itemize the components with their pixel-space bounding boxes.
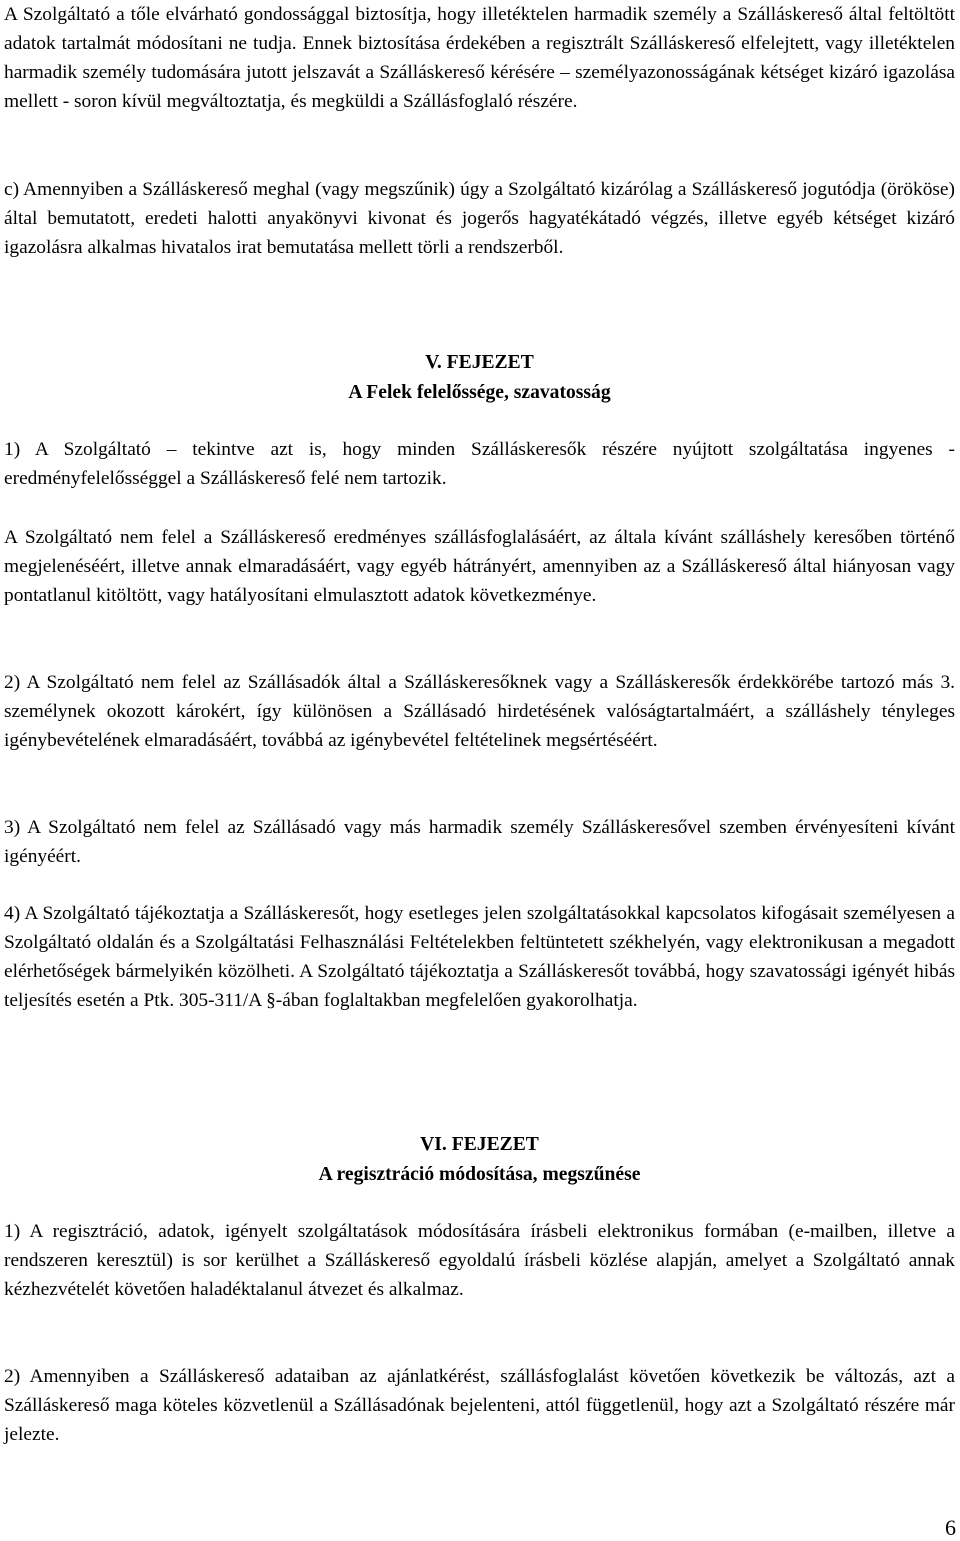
chapter-5-number: V. FEJEZET [425, 352, 534, 373]
chapter-6-title: A regisztráció módosítása, megszűnése [318, 1164, 641, 1185]
chapter-5-title: A Felek felelőssége, szavatosság [348, 382, 611, 403]
chapter-5-paragraph-5: 4) A Szolgáltató tájékoztatja a Szálláskeresőt, hogy esetleges jelen szolgáltatásokkal kapcsolatos kifogásait személyesen a Szolgáltató oldalán és a Szolgáltatási Felhasználási Feltételekben feltüntetett székhelyén, vagy elektronikusan a megadott elérhetőségek bármelyikén közölheti. A Szolgáltató tájékoztatja a Szálláskeresőt továbbá, hogy szavatossági igényét hibás teljesítés esetén a Ptk. 305-311/A §-ában foglaltakban megfelelően gyakorolhatja. [4, 903, 955, 1012]
chapter-5-paragraph-3: 2) A Szolgáltató nem felel az Szállásadók által a Szálláskeresőknek vagy a Szálláskeresők érdekkörébe tartozó más 3. személynek okozott károkért, így különösen a Szállásadó hirdetésének valóságtartalmáért, a szálláshely tényleges igénybevételének elmaradásáért, továbbá az igénybevétel feltételinek megsértéséért. [4, 672, 955, 752]
chapter-6-paragraph-2: 2) Amennyiben a Szálláskereső adataiban az ajánlatkérést, szállásfoglalást követően következik be változás, azt a Szálláskereső maga köteles közvetlenül a Szállásadónak bejelenteni, attól függetlenül, hogy azt a Szolgáltató részére már jelezte. [4, 1366, 955, 1446]
page-number: 6 [945, 1515, 956, 1540]
paragraph-password-protection: A Szolgáltató a tőle elvárható gondossággal biztosítja, hogy illetéktelen harmadik személy a Szálláskereső által feltöltött adatok tartalmát módosítani ne tudja. Ennek biztosítása érdekében a regisztrált Szálláskereső elfelejtett, vagy illetéktelen harmadik személy tudomására jutott jelszavát a Szálláskereső kérésére – személyazonosságának kétséget kizáró igazolása mellett - soron kívül megváltoztatja, és megküldi a Szállásfoglaló részére. [4, 4, 955, 113]
chapter-5-paragraph-1: 1) A Szolgáltató – tekintve azt is, hogy minden Szálláskeresők részére nyújtott szolgáltatása ingyenes - eredményfelelősséggel a Szálláskereső felé nem tartozik. [4, 439, 955, 490]
chapter-6-paragraph-1: 1) A regisztráció, adatok, igényelt szolgáltatások módosítására írásbeli elektronikus formában (e-mailben, illetve a rendszeren keresztül) is sor kerülhet a Szálláskereső egyoldalú írásbeli közlése alapján, amelyet a Szolgáltató annak kézhezvételét követően haladéktalanul átvezet és alkalmaz. [4, 1221, 955, 1301]
chapter-5-paragraph-2: A Szolgáltató nem felel a Szálláskereső eredményes szállásfoglalásáért, az általa kívánt szálláshely keresőben történő megjelenéséért, illetve annak elmaradásáért, vagy egyéb hátrányért, amennyiben az a Szálláskereső által hiányosan vagy pontatlanul kitöltött, vagy hatályosítani elmulasztott adatok következménye. [4, 527, 955, 607]
chapter-5-paragraph-4: 3) A Szolgáltató nem felel az Szállásadó vagy más harmadik személy Szálláskeresővel szemben érvényesíteni kívánt igényéért. [4, 817, 955, 868]
chapter-6-number: VI. FEJEZET [420, 1134, 539, 1155]
paragraph-c-deceased: c) Amennyiben a Szálláskereső meghal (vagy megszűnik) úgy a Szolgáltató kizárólag a Szálláskereső jogutódja (örököse) által bemutatott, eredeti halotti anyakönyvi kivonat és jogerős hagyatékátadó végzés, illetve egyéb kétséget kizáró igazolásra alkalmas hivatalos irat bemutatása mellett törli a rendszerből. [4, 179, 955, 259]
